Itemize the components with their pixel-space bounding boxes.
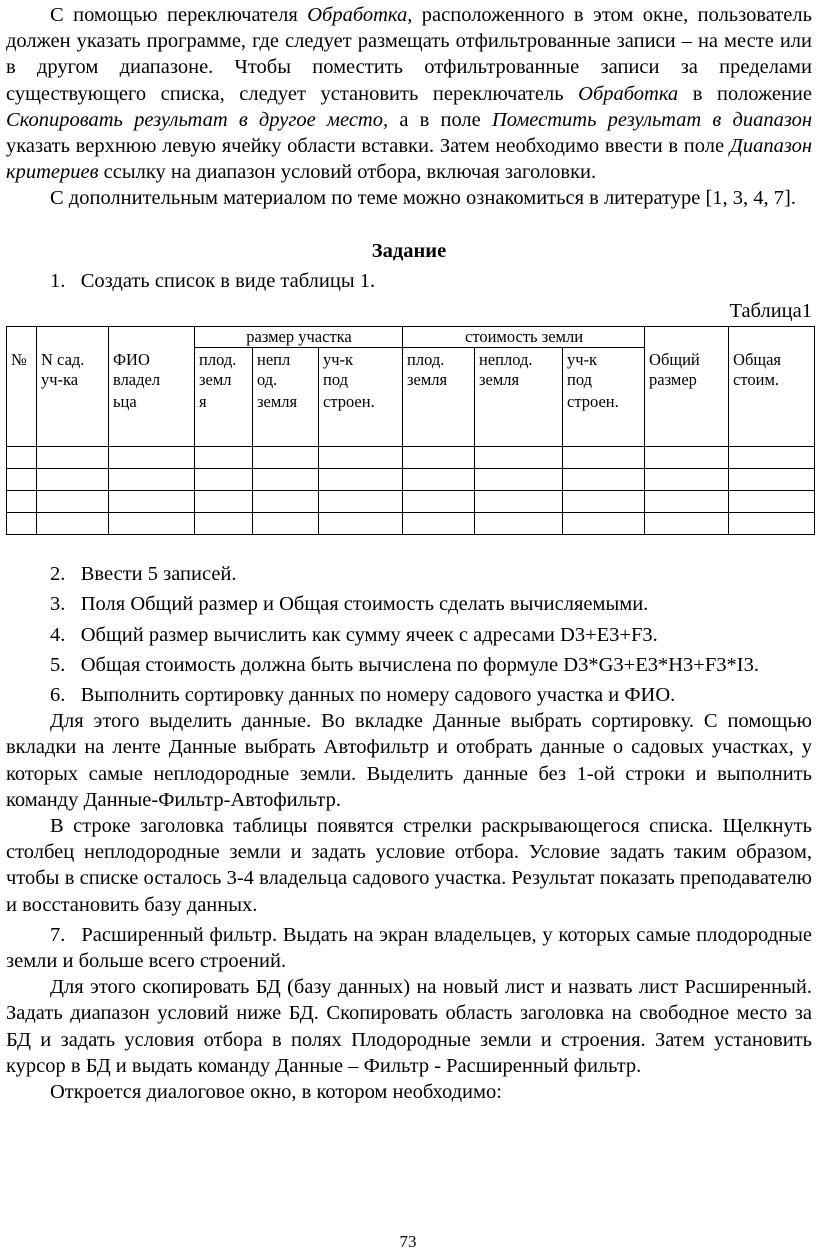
- table-cell: [645, 469, 729, 491]
- task-item-4: 4. Общий размер вычислить как сумму ячеек с адресами D3+E3+F3.: [50, 623, 658, 646]
- task-7-paragraph-2: Откроется диалоговое окно, в котором необходимо:: [50, 1081, 502, 1104]
- header-text: размер: [649, 369, 697, 389]
- table-cell: [37, 447, 109, 469]
- table-cell: [729, 469, 815, 491]
- table-cell: [195, 469, 253, 491]
- header-text: земля: [479, 370, 520, 390]
- task-item-3: 3. Поля Общий размер и Общая стоимость сделать вычисляемыми.: [50, 593, 649, 616]
- header-text: земля: [407, 370, 448, 390]
- table-cell: [729, 491, 815, 513]
- table-row: [7, 513, 815, 535]
- table-cell: [37, 513, 109, 535]
- table-cell: [37, 491, 109, 513]
- col-header-num: [7, 348, 37, 447]
- text-run: в положение: [678, 82, 812, 105]
- col-header-plot-number: [37, 348, 109, 447]
- italic-term: Поместить результат в диапазон: [491, 108, 813, 131]
- table-cell: [475, 447, 563, 469]
- intro-paragraph-2: С дополнительным материалом по теме можно ознакомиться в литературе [1, 3, 4, 7].: [50, 187, 796, 210]
- text-run: С помощью переключателя: [50, 4, 308, 26]
- table-cell: [253, 447, 319, 469]
- header-text: земля: [257, 392, 298, 412]
- intro-paragraph-1: [6, 2, 812, 185]
- table-cell: [729, 327, 815, 348]
- table-cell: [319, 447, 403, 469]
- text-run: указать верхнюю левую ячейку области вставки. Затем необходимо ввести в поле: [6, 135, 730, 158]
- task-item-6: 6. Выполнить сортировку данных по номеру садового участка и ФИО.: [50, 684, 676, 707]
- land-plot-table: [6, 326, 815, 535]
- table-cell: [645, 513, 729, 535]
- header-text: под: [567, 370, 593, 390]
- col-header-owner: [109, 348, 195, 447]
- task-item-7: 7. Расширенный фильтр. Выдать на экран владельцев, у которых самые плодородные земли и больше всего строений.: [6, 923, 812, 973]
- table-cell: [319, 469, 403, 491]
- header-text: ФИО: [113, 349, 150, 369]
- table-cell: [195, 491, 253, 513]
- header-text: земл: [199, 370, 232, 390]
- table-cell: [729, 513, 815, 535]
- table-cell: [195, 513, 253, 535]
- table-group-header-row: [7, 327, 815, 348]
- italic-term: Обработка: [578, 82, 679, 105]
- text-run: ссылку на диапазон условий отбора, включая заголовки.: [98, 161, 597, 184]
- group-size-header: размер участка: [195, 327, 403, 348]
- col-header-size-building: [319, 348, 403, 447]
- col-header-cost-fertile: [403, 348, 475, 447]
- table-cell: [253, 513, 319, 535]
- col-header-size-fertile: [195, 348, 253, 447]
- header-text: стоим.: [733, 369, 780, 389]
- task-7-paragraph-1: Для этого скопировать БД (базу данных) на новый лист и назвать лист Расширенный. Задать диапазон условий ниже БД. Скопировать область заголовка на свободное место за БД и задать условия отбора в полях Плодородные земли и строения. Затем установить курсор в БД и выдать команду Данные – Фильтр - Расширенный фильтр.: [6, 976, 812, 1077]
- italic-term: Диапазон критериев: [6, 135, 812, 184]
- header-text: под: [323, 370, 348, 390]
- table-cell: [729, 447, 815, 469]
- header-text: владел: [113, 369, 161, 389]
- task-item-5: 5. Общая стоимость должна быть вычислена по формуле D3*G3+E3*H3+F3*I3.: [50, 653, 759, 676]
- table-header-row: [7, 348, 815, 447]
- table-cell: [403, 469, 475, 491]
- col-header-total-size: [645, 348, 729, 447]
- header-text: уч-к: [323, 350, 354, 370]
- table-cell: [109, 469, 195, 491]
- table-cell: [109, 327, 195, 348]
- table-cell: [109, 491, 195, 513]
- table-cell: [403, 447, 475, 469]
- header-text: я: [199, 392, 207, 412]
- group-cost-header: стоимость земли: [403, 327, 645, 348]
- col-header-cost-building: [563, 348, 645, 447]
- table-caption: Таблица1: [729, 300, 812, 323]
- table-cell: [7, 469, 37, 491]
- table-cell: [7, 447, 37, 469]
- header-text: уч-ка: [41, 369, 79, 389]
- task-item-2: 2. Ввести 5 записей.: [50, 563, 237, 586]
- header-text: строен.: [323, 392, 375, 412]
- table-cell: [109, 447, 195, 469]
- task-heading: Задание: [371, 239, 447, 262]
- table-cell: [7, 327, 37, 348]
- table-row: [7, 469, 815, 491]
- col-header-cost-infertile: [475, 348, 563, 447]
- header-text: строен.: [567, 392, 619, 412]
- italic-term: Скопировать результат в другое место,: [6, 108, 389, 131]
- table-cell: [475, 469, 563, 491]
- table-row: [7, 491, 815, 513]
- header-text: од.: [257, 370, 278, 390]
- col-header-total-cost: [729, 348, 815, 447]
- col-header-size-infertile: [253, 348, 319, 447]
- table-cell: [645, 447, 729, 469]
- table-cell: [37, 327, 109, 348]
- table-cell: [645, 491, 729, 513]
- table-cell: [195, 447, 253, 469]
- header-text: Общий: [649, 349, 700, 369]
- table-cell: [563, 469, 645, 491]
- header-text: №: [11, 349, 27, 369]
- table-cell: [403, 513, 475, 535]
- header-text: непл: [257, 350, 291, 370]
- task-6-paragraph-1: Для этого выделить данные. Во вкладке Данные выбрать сортировку. С помощью вкладки на ленте Данные выбрать Автофильтр и отобрать данные о садовых участках, у которых самые неплодородные земли. Выделить данные без 1-ой строки и выполнить команду Данные-Фильтр-Автофильтр.: [6, 710, 812, 811]
- header-text: N сад.: [41, 349, 85, 369]
- header-text: плод.: [199, 350, 237, 370]
- table-cell: [7, 491, 37, 513]
- table-cell: [563, 491, 645, 513]
- table-cell: [563, 513, 645, 535]
- table-cell: [109, 513, 195, 535]
- table-cell: [319, 491, 403, 513]
- document-page: [6, 2, 812, 1105]
- header-text: плод.: [407, 350, 445, 370]
- table-cell: [645, 327, 729, 348]
- header-text: Общая: [733, 349, 781, 369]
- header-text: уч-к: [567, 350, 598, 370]
- table-cell: [403, 491, 475, 513]
- italic-term: Обработка,: [307, 4, 413, 26]
- table-cell: [253, 469, 319, 491]
- table-cell: [475, 491, 563, 513]
- header-text: ьца: [113, 391, 137, 411]
- table-cell: [475, 513, 563, 535]
- text-run: а в поле: [388, 108, 492, 131]
- task-item-1: 1. Создать список в виде таблицы 1.: [50, 269, 376, 292]
- task-6-paragraph-2: В строке заголовка таблицы появятся стрелки раскрывающегося списка. Щелкнуть столбец неплодородные земли и задать условие отбора. Условие задать таким образом, чтобы в списке осталось 3-4 владельца садового участка. Результат показать преподавателю и восстановить базу данных.: [6, 815, 812, 916]
- text-run: расположенного в этом окне, пользователь должен указать программе, где следует размещать отфильтрованные записи – на месте или в другом диапазоне. Чтобы поместить отфильтрованные записи за пределами существующего списка, следует установить переключатель: [6, 4, 812, 105]
- table-cell: [319, 513, 403, 535]
- table-cell: [253, 491, 319, 513]
- page-number: 73: [399, 1232, 417, 1251]
- table-cell: [563, 447, 645, 469]
- table-cell: [7, 513, 37, 535]
- table-cell: [37, 469, 109, 491]
- header-text: неплод.: [479, 350, 533, 370]
- table-row: [7, 447, 815, 469]
